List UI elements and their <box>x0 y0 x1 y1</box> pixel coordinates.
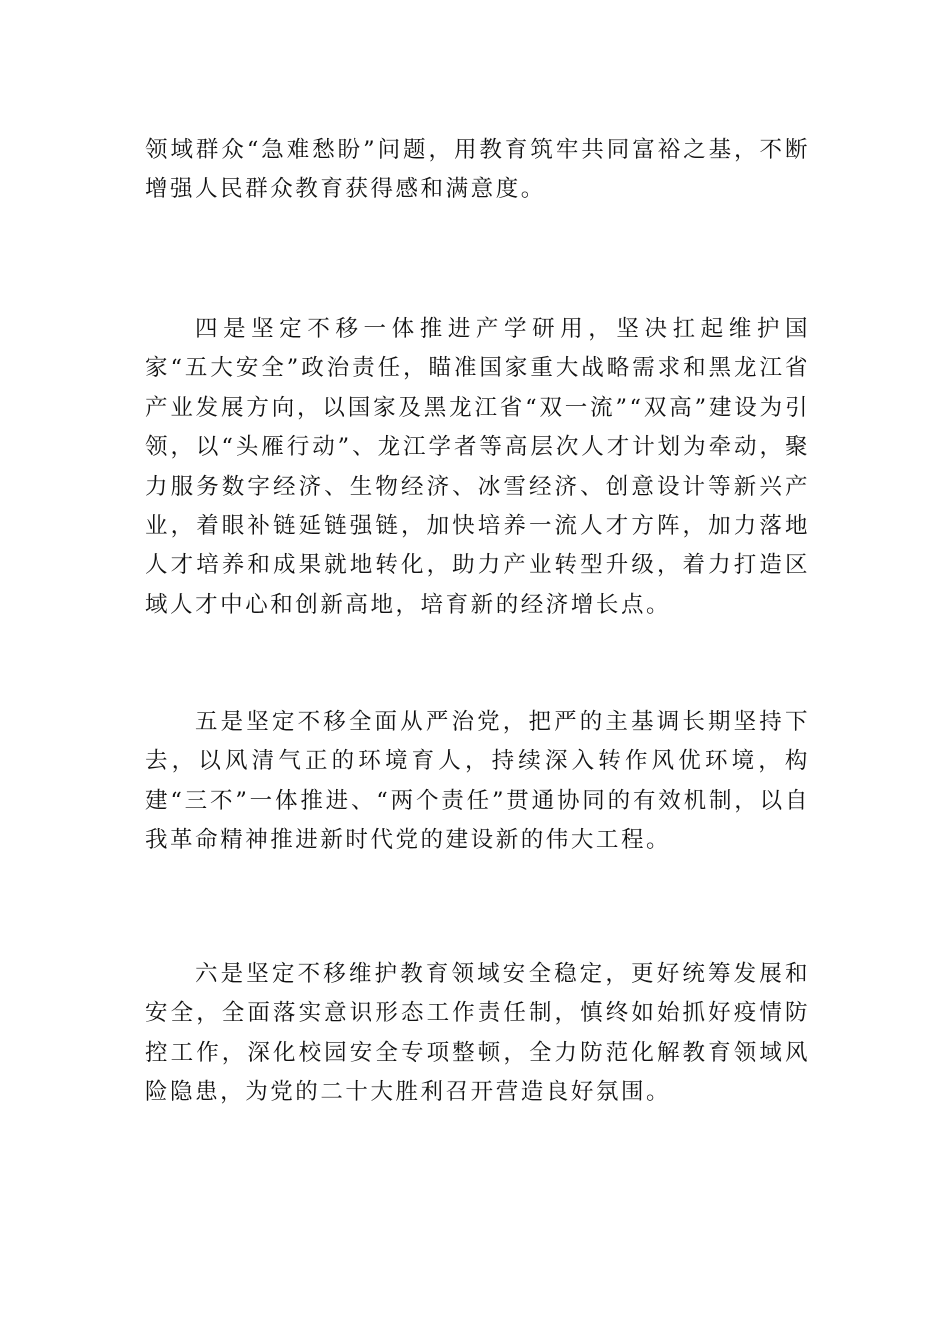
paragraph-continuation: 领域群众“急难愁盼”问题，用教育筑牢共同富裕之基，不断增强人民群众教育获得感和满意度。 <box>145 137 810 203</box>
paragraph-point-six: 六是坚定不移维护教育领域安全稳定，更好统筹发展和安全，全面落实意识形态工作责任制，慎终如始抓好疫情防控工作，深化校园安全专项整顿，全力防范化解教育领域风险隐患，为党的二十大胜利召开营造良好氛围。 <box>145 961 810 1106</box>
paragraph-point-four: 四是坚定不移一体推进产学研用，坚决扛起维护国家“五大安全”政治责任，瞄准国家重大战略需求和黑龙江省产业发展方向，以国家及黑龙江省“双一流”“双高”建设为引领，以“头雁行动”、龙江学者等高层次人才计划为牵动，聚力服务数字经济、生物经济、冰雪经济、创意设计等新兴产业，着眼补链延链强链，加快培养一流人才方阵，加力落地人才培养和成果就地转化，助力产业转型升级，着力打造区域人才中心和创新高地，培育新的经济增长点。 <box>145 316 810 618</box>
paragraph-point-five: 五是坚定不移全面从严治党，把严的主基调长期坚持下去，以风清气正的环境育人，持续深入转作风优环境，构建“三不”一体推进、“两个责任”贯通协同的有效机制，以自我革命精神推进新时代党的建设新的伟大工程。 <box>145 709 810 854</box>
